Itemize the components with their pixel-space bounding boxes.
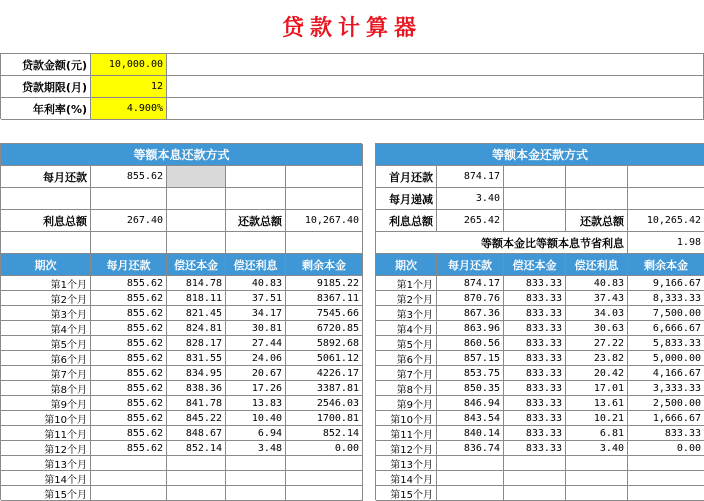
- monthly-payment-label: 每月还款: [1, 166, 91, 188]
- period-cell: 第9个月: [376, 396, 437, 411]
- table-cell: 7,500.00: [628, 306, 704, 321]
- table-cell: 3387.81: [286, 381, 363, 396]
- table-cell: 855.62: [91, 276, 167, 291]
- table-cell: 10.40: [226, 411, 286, 426]
- interest-rate-input[interactable]: 4.900%: [91, 98, 167, 120]
- col-period: 期次: [376, 254, 437, 276]
- period-cell: 第1个月: [1, 276, 91, 291]
- table-cell: 855.62: [91, 306, 167, 321]
- table-cell: [566, 486, 628, 501]
- table-cell: 27.22: [566, 336, 628, 351]
- total-interest-value: 265.42: [437, 210, 504, 232]
- period-cell: 第6个月: [1, 351, 91, 366]
- table-cell: 855.62: [91, 366, 167, 381]
- table-cell: 834.95: [167, 366, 226, 381]
- table-cell: [226, 486, 286, 501]
- blank-cell: [91, 188, 167, 210]
- table-cell: 20.42: [566, 366, 628, 381]
- table-cell: 838.36: [167, 381, 226, 396]
- blank-cell: [566, 166, 628, 188]
- table-cell: 841.78: [167, 396, 226, 411]
- table-cell: [167, 471, 226, 486]
- table-cell: 17.26: [226, 381, 286, 396]
- table-cell: 6.81: [566, 426, 628, 441]
- table-cell: 8,333.33: [628, 291, 704, 306]
- table-cell: 833.33: [628, 426, 704, 441]
- table-cell: 40.83: [226, 276, 286, 291]
- loan-term-input[interactable]: 12: [91, 76, 167, 98]
- table-cell: 27.44: [226, 336, 286, 351]
- period-cell: 第6个月: [376, 351, 437, 366]
- table-cell: 840.14: [437, 426, 504, 441]
- table-cell: [437, 456, 504, 471]
- table-cell: 30.63: [566, 321, 628, 336]
- table-cell: [91, 456, 167, 471]
- table-cell: 5061.12: [286, 351, 363, 366]
- table-cell: [286, 456, 363, 471]
- table-cell: [628, 486, 704, 501]
- interest-saving-label: 等额本金比等额本息节省利息: [376, 232, 628, 254]
- blank-cell: [628, 188, 704, 210]
- table-cell: 855.62: [91, 291, 167, 306]
- period-cell: 第14个月: [1, 471, 91, 486]
- table-cell: 870.76: [437, 291, 504, 306]
- blank-cell: [91, 232, 167, 254]
- table-cell: 845.22: [167, 411, 226, 426]
- table-cell: 17.01: [566, 381, 628, 396]
- total-interest-label: 利息总额: [1, 210, 91, 232]
- blank-cell: [504, 210, 566, 232]
- period-cell: 第11个月: [376, 426, 437, 441]
- total-payment-value: 10,265.42: [628, 210, 704, 232]
- col-remaining: 剩余本金: [628, 254, 704, 276]
- blank-cell: [167, 188, 226, 210]
- table-cell: 850.35: [437, 381, 504, 396]
- period-cell: 第12个月: [376, 441, 437, 456]
- table-cell: 867.36: [437, 306, 504, 321]
- col-remaining: 剩余本金: [286, 254, 363, 276]
- interest-rate-spacer: [167, 98, 704, 120]
- table-cell: [91, 486, 167, 501]
- equal-installment-header: 等额本息还款方式: [1, 144, 363, 166]
- table-cell: 5892.68: [286, 336, 363, 351]
- table-cell: 863.96: [437, 321, 504, 336]
- col-principal: 偿还本金: [167, 254, 226, 276]
- period-cell: 第7个月: [376, 366, 437, 381]
- period-cell: 第5个月: [1, 336, 91, 351]
- monthly-decrease-value: 3.40: [437, 188, 504, 210]
- table-cell: 8367.11: [286, 291, 363, 306]
- table-cell: 10.21: [566, 411, 628, 426]
- table-cell: 6720.85: [286, 321, 363, 336]
- table-cell: 2,500.00: [628, 396, 704, 411]
- table-cell: 855.62: [91, 426, 167, 441]
- period-cell: 第3个月: [376, 306, 437, 321]
- blank-cell: [226, 166, 286, 188]
- table-cell: 857.15: [437, 351, 504, 366]
- blank-cell: [226, 188, 286, 210]
- table-cell: 7545.66: [286, 306, 363, 321]
- table-cell: 860.56: [437, 336, 504, 351]
- table-cell: 34.17: [226, 306, 286, 321]
- period-cell: 第5个月: [376, 336, 437, 351]
- blank-cell: [504, 188, 566, 210]
- blank-cell: [286, 166, 363, 188]
- table-cell: 1700.81: [286, 411, 363, 426]
- total-interest-value: 267.40: [91, 210, 167, 232]
- period-cell: 第7个月: [1, 366, 91, 381]
- col-interest: 偿还利息: [226, 254, 286, 276]
- table-cell: 833.33: [504, 366, 566, 381]
- table-cell: 852.14: [286, 426, 363, 441]
- table-cell: 20.67: [226, 366, 286, 381]
- table-cell: 37.51: [226, 291, 286, 306]
- period-cell: 第8个月: [376, 381, 437, 396]
- table-cell: 833.33: [504, 276, 566, 291]
- table-cell: 833.33: [504, 411, 566, 426]
- table-cell: 2546.03: [286, 396, 363, 411]
- blank-cell: [286, 188, 363, 210]
- table-cell: [566, 456, 628, 471]
- table-cell: 852.14: [167, 441, 226, 456]
- period-cell: 第15个月: [1, 486, 91, 501]
- table-cell: [226, 471, 286, 486]
- table-cell: [628, 456, 704, 471]
- equal-principal-header: 等额本金还款方式: [376, 144, 704, 166]
- loan-term-spacer: [167, 76, 704, 98]
- blank-gray-cell: [167, 166, 226, 188]
- table-cell: 833.33: [504, 381, 566, 396]
- table-cell: 13.83: [226, 396, 286, 411]
- loan-term-label: 贷款期限(月): [1, 76, 91, 98]
- table-cell: 5,833.33: [628, 336, 704, 351]
- interest-saving-value: 1.98: [628, 232, 704, 254]
- interest-rate-label: 年利率(%): [1, 98, 91, 120]
- table-cell: [167, 486, 226, 501]
- blank-cell: [226, 232, 286, 254]
- table-cell: 24.06: [226, 351, 286, 366]
- period-cell: 第14个月: [376, 471, 437, 486]
- blank-cell: [286, 232, 363, 254]
- col-monthly: 每月还款: [91, 254, 167, 276]
- period-cell: 第15个月: [376, 486, 437, 501]
- period-cell: 第1个月: [376, 276, 437, 291]
- table-cell: 34.03: [566, 306, 628, 321]
- period-cell: 第11个月: [1, 426, 91, 441]
- blank-cell: [504, 166, 566, 188]
- table-cell: 40.83: [566, 276, 628, 291]
- table-cell: 0.00: [286, 441, 363, 456]
- loan-amount-spacer: [167, 54, 704, 76]
- table-cell: 6.94: [226, 426, 286, 441]
- loan-amount-label: 贷款金额(元): [1, 54, 91, 76]
- table-cell: 828.17: [167, 336, 226, 351]
- monthly-payment-value: 855.62: [91, 166, 167, 188]
- table-cell: [437, 471, 504, 486]
- table-cell: 843.54: [437, 411, 504, 426]
- table-cell: 821.45: [167, 306, 226, 321]
- table-cell: 0.00: [628, 441, 704, 456]
- table-cell: [504, 486, 566, 501]
- first-month-value: 874.17: [437, 166, 504, 188]
- equal-principal-panel: [375, 143, 704, 500]
- period-cell: 第9个月: [1, 396, 91, 411]
- table-cell: 833.33: [504, 351, 566, 366]
- page-title: 贷款计算器: [281, 14, 422, 41]
- table-cell: 855.62: [91, 351, 167, 366]
- period-cell: 第13个月: [1, 456, 91, 471]
- blank-cell: [1, 188, 91, 210]
- table-cell: 833.33: [504, 306, 566, 321]
- table-cell: 853.75: [437, 366, 504, 381]
- table-cell: 4226.17: [286, 366, 363, 381]
- blank-cell: [167, 232, 226, 254]
- table-cell: [167, 456, 226, 471]
- table-cell: 855.62: [91, 411, 167, 426]
- table-cell: 824.81: [167, 321, 226, 336]
- table-cell: [286, 486, 363, 501]
- table-cell: 30.81: [226, 321, 286, 336]
- table-cell: 855.62: [91, 441, 167, 456]
- period-cell: 第3个月: [1, 306, 91, 321]
- table-cell: 836.74: [437, 441, 504, 456]
- table-cell: 3.48: [226, 441, 286, 456]
- table-cell: [437, 486, 504, 501]
- loan-amount-input[interactable]: 10,000.00: [91, 54, 167, 76]
- table-cell: [286, 471, 363, 486]
- col-interest: 偿还利息: [566, 254, 628, 276]
- total-payment-label: 还款总额: [226, 210, 286, 232]
- table-cell: 4,166.67: [628, 366, 704, 381]
- blank-cell: [628, 166, 704, 188]
- period-cell: 第4个月: [376, 321, 437, 336]
- table-cell: [226, 456, 286, 471]
- blank-cell: [566, 188, 628, 210]
- col-period: 期次: [1, 254, 91, 276]
- table-cell: 9,166.67: [628, 276, 704, 291]
- table-cell: 23.82: [566, 351, 628, 366]
- total-interest-label: 利息总额: [376, 210, 437, 232]
- first-month-label: 首月还款: [376, 166, 437, 188]
- period-cell: 第10个月: [376, 411, 437, 426]
- table-cell: 855.62: [91, 336, 167, 351]
- table-cell: 6,666.67: [628, 321, 704, 336]
- table-cell: [504, 471, 566, 486]
- blank-cell: [167, 210, 226, 232]
- table-cell: [504, 456, 566, 471]
- period-cell: 第2个月: [1, 291, 91, 306]
- table-cell: 13.61: [566, 396, 628, 411]
- table-cell: 833.33: [504, 321, 566, 336]
- table-cell: [628, 471, 704, 486]
- table-cell: 833.33: [504, 336, 566, 351]
- blank-cell: [1, 232, 91, 254]
- table-cell: 855.62: [91, 396, 167, 411]
- period-cell: 第4个月: [1, 321, 91, 336]
- table-cell: 3,333.33: [628, 381, 704, 396]
- table-cell: 1,666.67: [628, 411, 704, 426]
- table-cell: 833.33: [504, 426, 566, 441]
- equal-installment-panel: [0, 143, 362, 500]
- table-cell: 814.78: [167, 276, 226, 291]
- period-cell: 第2个月: [376, 291, 437, 306]
- table-cell: 833.33: [504, 396, 566, 411]
- table-cell: [566, 471, 628, 486]
- table-cell: 855.62: [91, 321, 167, 336]
- table-cell: 855.62: [91, 381, 167, 396]
- table-cell: 3.40: [566, 441, 628, 456]
- table-cell: [91, 471, 167, 486]
- table-cell: 5,000.00: [628, 351, 704, 366]
- table-cell: 831.55: [167, 351, 226, 366]
- table-cell: 37.43: [566, 291, 628, 306]
- table-cell: 848.67: [167, 426, 226, 441]
- col-principal: 偿还本金: [504, 254, 566, 276]
- input-section: [0, 53, 704, 119]
- table-cell: 833.33: [504, 291, 566, 306]
- table-cell: 846.94: [437, 396, 504, 411]
- table-cell: 818.11: [167, 291, 226, 306]
- total-payment-label: 还款总额: [566, 210, 628, 232]
- table-cell: 9185.22: [286, 276, 363, 291]
- period-cell: 第10个月: [1, 411, 91, 426]
- total-payment-value: 10,267.40: [286, 210, 363, 232]
- period-cell: 第13个月: [376, 456, 437, 471]
- monthly-decrease-label: 每月递减: [376, 188, 437, 210]
- period-cell: 第12个月: [1, 441, 91, 456]
- table-cell: 833.33: [504, 441, 566, 456]
- table-cell: 874.17: [437, 276, 504, 291]
- period-cell: 第8个月: [1, 381, 91, 396]
- col-monthly: 每月还款: [437, 254, 504, 276]
